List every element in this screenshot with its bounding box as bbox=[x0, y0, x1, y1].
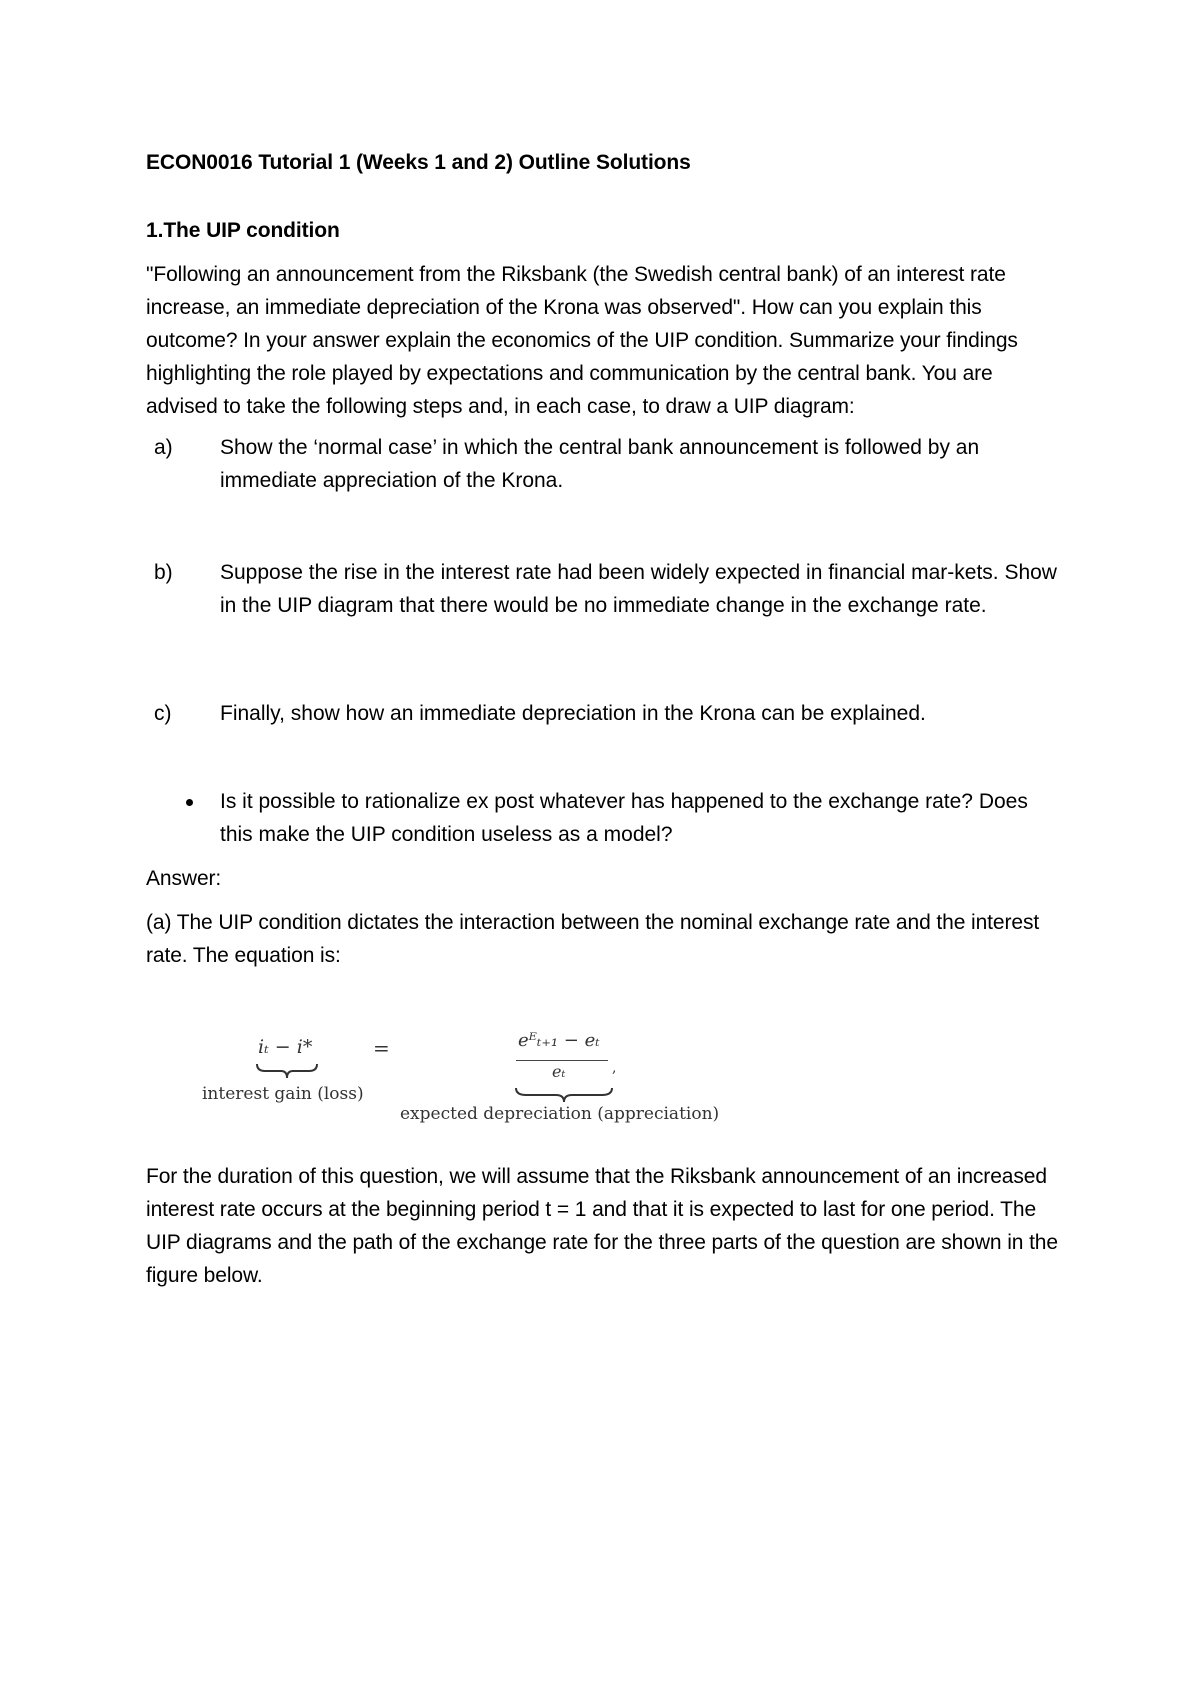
question-intro: "Following an announcement from the Riksbank (the Swedish central bank) of an interest rate increase, an immediate depreciation of the Krona was observed". How can you explain this outcome? In your answer explain the economics of the UIP condition. Summarize your findings highlighting the role played by expectations and communication by the central bank. You are advised to take the following steps and, in each case, to draw a UIP diagram: bbox=[146, 263, 1018, 418]
equation-denominator: eₜ bbox=[552, 1062, 566, 1081]
equation-equals: = bbox=[373, 1036, 390, 1060]
part-marker: c) bbox=[154, 702, 172, 725]
part-text: Suppose the rise in the interest rate had been widely expected in financial mar-kets. Show in the UIP diagram that there would be no immediate change in the exchange rate. bbox=[220, 561, 1057, 617]
equation-numerator: eᴱₜ₊₁ − eₜ bbox=[518, 1030, 600, 1051]
bullet-icon bbox=[186, 799, 193, 806]
equation-lhs-label: interest gain (loss) bbox=[202, 1084, 364, 1104]
equation-rhs-label: expected depreciation (appreciation) bbox=[400, 1104, 720, 1124]
section-heading: 1.The UIP condition bbox=[146, 219, 340, 242]
part-text: Finally, show how an immediate depreciation in the Krona can be explained. bbox=[220, 702, 926, 725]
answer-part-a: (a) The UIP condition dictates the interaction between the nominal exchange rate and the interest rate. The equation is: bbox=[146, 911, 1040, 967]
part-marker: b) bbox=[154, 561, 173, 584]
lhs-underbrace bbox=[255, 1062, 319, 1080]
equation-lhs: iₜ − i* bbox=[258, 1036, 313, 1058]
fraction-bar bbox=[516, 1060, 608, 1061]
equation-comma: , bbox=[612, 1060, 617, 1076]
closing-paragraph: For the duration of this question, we will assume that the Riksbank announcement of an increased interest rate occurs at the beginning period t = 1 and that it is expected to last for one period. The UIP diagrams and the path of the exchange rate for the three parts of the question are shown in the figure below. bbox=[146, 1165, 1058, 1287]
rhs-underbrace bbox=[514, 1086, 614, 1104]
part-text: Show the ‘normal case’ in which the central bank announcement is followed by an immediate appreciation of the Krona. bbox=[220, 436, 980, 492]
document-title: ECON0016 Tutorial 1 (Weeks 1 and 2) Outline Solutions bbox=[146, 151, 691, 174]
part-marker: a) bbox=[154, 436, 173, 459]
answer-label: Answer: bbox=[146, 867, 222, 890]
bullet-text: Is it possible to rationalize ex post whatever has happened to the exchange rate? Does this make the UIP condition useless as a model? bbox=[220, 790, 1028, 846]
uip-equation bbox=[200, 1030, 760, 1130]
